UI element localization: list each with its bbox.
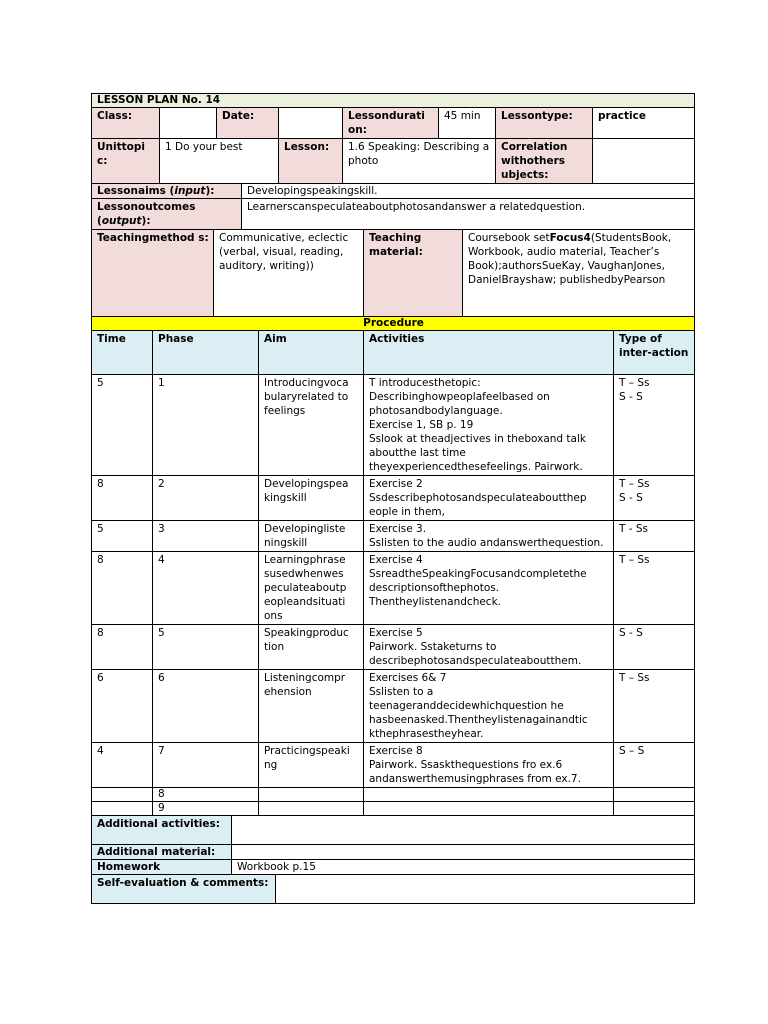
- procedure-interaction-cell: T – Ss S - S: [614, 374, 695, 475]
- correlation-value: [593, 139, 695, 184]
- duration-value: 45 min: [439, 108, 496, 139]
- procedure-row: [92, 520, 695, 551]
- procedure-activities-cell: Exercises 6& 7 Sslisten to a teenageranddecidewhichquestion he hasbeenasked.Thentheylistenagainandtic kthephrasestheyhear.: [364, 669, 614, 742]
- col-activities-header: Activities: [364, 330, 614, 374]
- method-table: [91, 230, 695, 317]
- procedure-activities-cell: [364, 787, 614, 801]
- procedure-interaction-cell: [614, 801, 695, 815]
- procedure-phase-cell: 3: [153, 520, 259, 551]
- col-interaction-header: Type of inter-action: [614, 330, 695, 374]
- procedure-interaction-cell: S - S: [614, 624, 695, 669]
- procedure-activities-cell: [364, 801, 614, 815]
- teaching-material-label: Teaching material:: [364, 230, 463, 316]
- procedure-row: [92, 787, 695, 801]
- procedure-row: [92, 624, 695, 669]
- col-aim-header: Aim: [259, 330, 364, 374]
- procedure-aim-cell: Developingspea kingskill: [259, 475, 364, 520]
- footer-table: [91, 816, 695, 905]
- unit-topic-value: 1 Do your best: [160, 139, 279, 184]
- col-time-header: Time: [92, 330, 153, 374]
- procedure-title: Procedure: [92, 317, 695, 331]
- procedure-aim-cell: Learningphrase susedwhenwes peculateaboutp eopleandsituati ons: [259, 551, 364, 624]
- procedure-aim-cell: Speakingproduc tion: [259, 624, 364, 669]
- additional-activities-value: [232, 816, 695, 845]
- procedure-aim-cell: Developingliste ningskill: [259, 520, 364, 551]
- procedure-row: [92, 374, 695, 475]
- procedure-phase-cell: 8: [153, 787, 259, 801]
- procedure-time-cell: [92, 787, 153, 801]
- procedure-time-cell: 8: [92, 475, 153, 520]
- procedure-activities-cell: Exercise 3. Sslisten to the audio andanswerthequestion.: [364, 520, 614, 551]
- duration-label: Lessondurati on:: [343, 108, 439, 139]
- self-evaluation-value: [276, 875, 695, 904]
- aims-table: [91, 184, 695, 230]
- procedure-aim-cell: [259, 801, 364, 815]
- procedure-row: [92, 669, 695, 742]
- correlation-label: Correlation withothers ubjects:: [496, 139, 593, 184]
- outcomes-label: Lessonoutcomes (output):: [92, 199, 242, 230]
- date-value: [279, 108, 343, 139]
- teaching-method-value: Communicative, eclectic (verbal, visual, reading, auditory, writing)): [214, 230, 364, 316]
- teaching-method-label: Teachingmethod s:: [92, 230, 214, 316]
- lesson-type-label: Lessontype:: [496, 108, 593, 139]
- date-label: Date:: [217, 108, 279, 139]
- aims-value: Developingspeakingskill.: [242, 184, 695, 199]
- homework-label: Homework: [92, 860, 232, 875]
- procedure-time-cell: 8: [92, 624, 153, 669]
- additional-activities-label: Additional activities:: [92, 816, 232, 845]
- procedure-time-cell: 6: [92, 669, 153, 742]
- procedure-aim-cell: [259, 787, 364, 801]
- procedure-activities-cell: Exercise 8 Pairwork. Ssaskthequestions fro ex.6 andanswerthemusingphrases from ex.7.: [364, 742, 614, 787]
- procedure-time-cell: 4: [92, 742, 153, 787]
- procedure-activities-cell: T introducesthetopic: Describinghowpeoplafeelbased on photosandbodylanguage. Exercise 1, SB p. 19 Sslook at theadjectives in theboxand talk aboutthe last time theyexperiencedthesefeelings. Pairwork.: [364, 374, 614, 475]
- procedure-table: [91, 317, 695, 816]
- procedure-aim-cell: Introducingvoca bularyrelated to feelings: [259, 374, 364, 475]
- additional-material-label: Additional material:: [92, 845, 232, 860]
- procedure-rows: [92, 374, 695, 815]
- procedure-activities-cell: Exercise 4 SsreadtheSpeakingFocusandcompletethe descriptionsofthephotos. Thentheylistenandcheck.: [364, 551, 614, 624]
- lesson-plan-title: LESSON PLAN No. 14: [92, 94, 695, 108]
- procedure-phase-cell: 2: [153, 475, 259, 520]
- procedure-time-cell: 5: [92, 520, 153, 551]
- lesson-value: 1.6 Speaking: Describing a photo: [343, 139, 496, 184]
- procedure-aim-cell: Listeningcompr ehension: [259, 669, 364, 742]
- procedure-interaction-cell: T – Ss: [614, 551, 695, 624]
- procedure-time-cell: 8: [92, 551, 153, 624]
- lesson-plan: [91, 93, 694, 904]
- teaching-material-value: Coursebook setFocus4(StudentsBook, Workbook, audio material, Teacher’s Book);authorsSueKay, VaughanJones, DanielBrayshaw; publishedbyPearson: [463, 230, 695, 316]
- info-table: [91, 93, 695, 184]
- col-phase-header: Phase: [153, 330, 259, 374]
- class-label: Class:: [92, 108, 160, 139]
- procedure-time-cell: [92, 801, 153, 815]
- procedure-phase-cell: 6: [153, 669, 259, 742]
- homework-value: Workbook p.15: [232, 860, 695, 875]
- procedure-row: [92, 801, 695, 815]
- procedure-row: [92, 475, 695, 520]
- procedure-row: [92, 551, 695, 624]
- procedure-interaction-cell: T – Ss S - S: [614, 475, 695, 520]
- procedure-interaction-cell: T - Ss: [614, 520, 695, 551]
- self-evaluation-label: Self-evaluation & comments:: [92, 875, 276, 904]
- additional-material-value: [232, 845, 695, 860]
- procedure-phase-cell: 1: [153, 374, 259, 475]
- procedure-phase-cell: 4: [153, 551, 259, 624]
- procedure-phase-cell: 9: [153, 801, 259, 815]
- unit-topic-label: Unittopi c:: [92, 139, 160, 184]
- outcomes-value: Learnerscanspeculateaboutphotosandanswer a relatedquestion.: [242, 199, 695, 230]
- procedure-phase-cell: 7: [153, 742, 259, 787]
- lesson-label: Lesson:: [279, 139, 343, 184]
- procedure-aim-cell: Practicingspeaki ng: [259, 742, 364, 787]
- procedure-interaction-cell: S – S: [614, 742, 695, 787]
- procedure-row: [92, 742, 695, 787]
- procedure-interaction-cell: T – Ss: [614, 669, 695, 742]
- procedure-activities-cell: Exercise 5 Pairwork. Sstaketurns to describephotosandspeculateaboutthem.: [364, 624, 614, 669]
- procedure-activities-cell: Exercise 2 Ssdescribephotosandspeculateaboutthep eople in them,: [364, 475, 614, 520]
- procedure-phase-cell: 5: [153, 624, 259, 669]
- procedure-time-cell: 5: [92, 374, 153, 475]
- aims-label: Lessonaims (input):: [92, 184, 242, 199]
- lesson-type-value: practice: [593, 108, 695, 139]
- class-value: [160, 108, 217, 139]
- procedure-interaction-cell: [614, 787, 695, 801]
